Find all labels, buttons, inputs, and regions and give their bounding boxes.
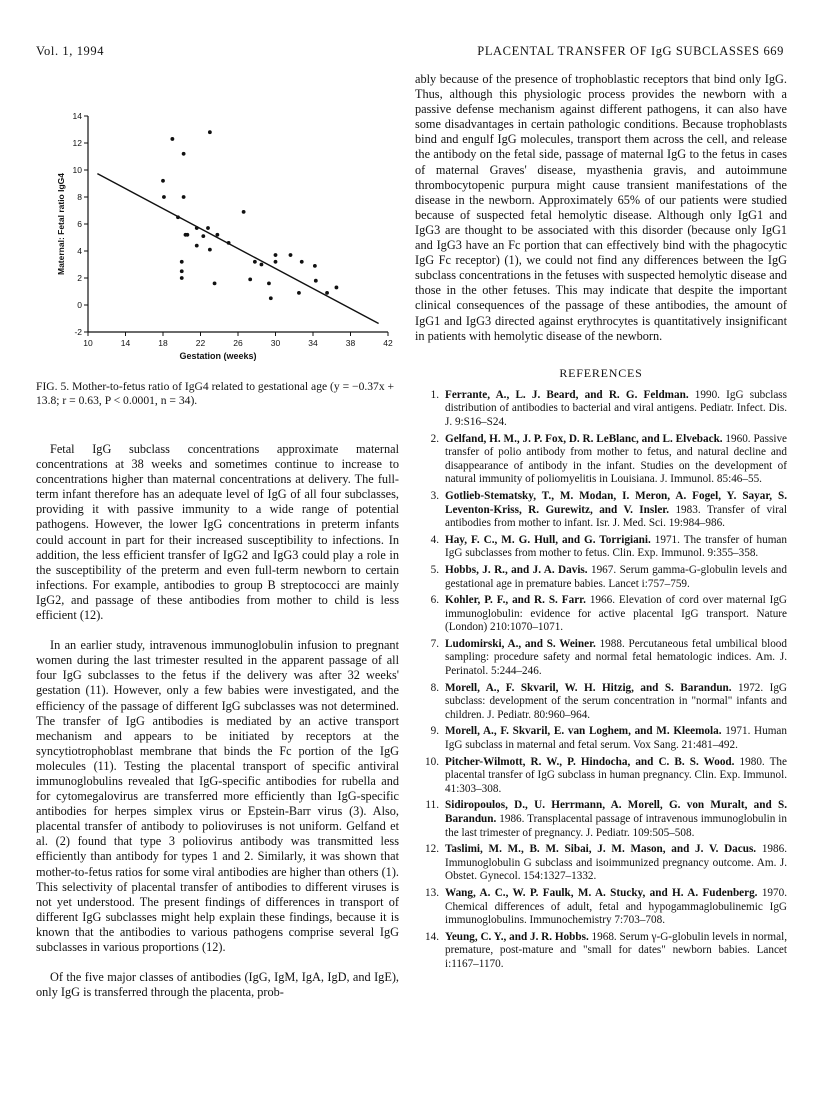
data-point (208, 248, 212, 252)
data-point (195, 226, 199, 230)
references-list (415, 389, 787, 972)
reference-authors: Ludomirski, A., and S. Weiner. (445, 637, 596, 650)
data-point (335, 286, 339, 290)
x-tick-label: 30 (270, 338, 281, 348)
reference-authors: Kohler, P. F., and R. S. Farr. (445, 594, 586, 607)
y-tick-label: 12 (72, 138, 82, 148)
reference-text: 1966. Elevation of cord over maternal IgG immunoglobulin: evidence for active placental IgG transport. Nature (London) 210:1070–1071. (445, 594, 787, 634)
reference-text: 1970. Chemical differences of adult, fetal and hypogammaglobulinemic IgG immunoglobulins. Immunochemistry 7:703–708. (445, 886, 787, 927)
reference-item (415, 433, 787, 487)
data-point (267, 282, 271, 286)
reference-item (415, 389, 787, 430)
x-tick-label: 10 (83, 338, 93, 348)
y-tick-label: 6 (77, 219, 82, 229)
data-point (242, 210, 246, 214)
running-header-volume: Vol. 1, 1994 (36, 44, 105, 58)
y-tick-label: 4 (77, 246, 82, 256)
data-point (289, 253, 293, 257)
x-tick-label: 34 (308, 338, 318, 348)
reference-text: 1988. Percutaneous fetal umbilical blood sampling: procedure safety and normal fetal hematologic indices. Am. J. Perinatol. 5:244–246. (445, 637, 787, 678)
data-point (313, 264, 317, 268)
y-tick-label: 10 (72, 165, 82, 175)
reference-number: 13. (425, 886, 439, 899)
reference-number: 11. (425, 799, 439, 812)
reference-authors: Hobbs, J. R., and J. A. Davis. (445, 563, 588, 576)
data-point (300, 260, 304, 264)
data-point (176, 215, 180, 219)
reference-text: 1971. Human IgG subclass in maternal and fetal serum. Vox Sang. 21:481–492. (445, 725, 787, 752)
reference-authors: Morell, A., F. Skvaril, W. H. Hitzig, and S. Barandun. (445, 681, 732, 694)
reference-item (415, 799, 787, 840)
data-point (314, 279, 318, 283)
reference-number: 8. (430, 681, 439, 694)
x-tick-label: 18 (158, 338, 168, 348)
data-point (201, 234, 205, 238)
regression-line (97, 174, 378, 324)
data-point (213, 282, 217, 286)
reference-text: 1990. IgG subclass distribution of antibodies to bacterial and viral antigens. Pediatr. Infect. Dis. J. 9:S16–S24. (445, 388, 788, 428)
reference-item (415, 594, 787, 635)
reference-text: 1983. Transfer of viral antibodies from mother to infant. Isr. J. Med. Sci. 19:984–986. (445, 503, 787, 530)
paragraph: In an earlier study, intravenous immunoglobulin infusion to pregnant women during the last trimester resulted in the apparent passage of all four IgG subclasses to the fetus if the delivery was after 32 weeks' gestation (11). However, only a few babies were investigated, and the efficiency of the passage of different IgG subclasses was not determined. The transfer of IgG antibodies is mediated by an active transport mechanism and appears to be initiated by receptors at the syncytiotrophoblast membrane that binds the Fc portion of the IgG molecules (11). Testing the placental transport of specific antiviral immunoglobulins revealed that IgG-specific antibodies for rubella and for cytomegalovirus are transferred more efficiently than IgG-specific antibodies for herpes simplex virus or Epstein-Barr virus (3). Also, placental transfer of antibody to polioviruses is not uniform. Gelfand et al. (2) found that type 3 poliovirus antibody was transmitted less efficiently than antibody for types 1 and 2. Similarly, it was shown that mother-to-fetus ratios for some viral antibodies are higher than others (1). This selectivity of placental transfer of antibodies to different viruses is not yet understood. The present findings of differences in transport of different IgG subclasses might help explain these findings, because it is known that the antibodies to various pathogens comprise several IgG subclasses in various proportions (12). (36, 638, 399, 954)
reference-item (415, 682, 787, 723)
reference-number: 9. (430, 725, 439, 738)
reference-item (415, 843, 787, 884)
data-point (182, 152, 186, 156)
x-tick-label: 26 (233, 338, 243, 348)
reference-authors: Pitcher-Wilmott, R. W., P. Hindocha, and C. B. S. Wood. (445, 755, 735, 768)
reference-authors: Gotlieb-Stematsky, T., M. Modan, I. Meron, A. Fogel, Y. Sayar, S. Leventon-Kriss, R. Gurewitz, and V. Insler. (445, 489, 787, 516)
reference-text: 1972. IgG subclass: development of the serum concentration in "normal" infants and children. J. Pediatr. 80:960–964. (445, 681, 787, 721)
x-axis-label: Gestation (weeks) (179, 351, 257, 361)
data-point (208, 130, 212, 134)
reference-authors: Morell, A., F. Skvaril, E. van Loghem, and M. Kleemola. (445, 725, 722, 738)
data-point (269, 296, 273, 300)
reference-authors: Hay, F. C., M. G. Hull, and G. Torrigiani. (445, 533, 651, 546)
y-axis-label: Maternal: Fetal ratio IgG4 (56, 172, 66, 276)
paragraph: Of the five major classes of antibodies (IgG, IgM, IgA, IgD, and IgE), only IgG is transferred through the placenta, prob- (36, 970, 399, 1000)
reference-number: 3. (430, 489, 439, 502)
data-point (182, 195, 186, 199)
x-tick-label: 22 (195, 338, 206, 348)
reference-number: 4. (430, 533, 439, 546)
paragraph: Fetal IgG subclass concentrations approximate maternal concentrations at 38 weeks and sometimes continue to increase to concentrations higher than maternal concentrations at delivery. The full-term infant therefore has an adequate level of IgG of all four subclasses, providing it with passive immunity to a wide range of potential pathogens. However, the lower IgG concentrations in preterm infants could account in part for their increased susceptibility to infections. In addition, the less efficient transfer of IgG2 and IgG3 could play a role in the susceptibility of the preterm and even full-term newborn to certain infections. For example, antibodies to group B streptococci are mainly IgG2, and passage of these antibodies from mother to child is less efficient (12). (36, 442, 399, 623)
data-point (274, 253, 278, 257)
y-tick-label: 2 (77, 273, 82, 283)
reference-item (415, 564, 787, 591)
reference-text: 1986. Transplacental passage of intravenous immunoglobulin in the last trimester of pregnancy. J. Pediatr. 109:505–508. (445, 813, 787, 839)
x-tick-label: 42 (383, 338, 393, 348)
data-point (180, 260, 184, 264)
reference-item (415, 887, 787, 928)
data-point (161, 179, 165, 183)
reference-text: 1968. Serum γ-G-globulin levels in normal, premature, post-mature and "small for dates" newborn babies. Lancet i:1167–1170. (445, 930, 787, 970)
reference-text: 1960. Passive transfer of polio antibody from mother to fetus, and natural decline and disappearance of antibody in the infant. Studies on the development of natural immunity of poliomyelitis in Louisiana. J. Immunol. 85:46–55. (445, 432, 788, 486)
data-point (248, 277, 252, 281)
data-point (253, 260, 257, 264)
y-tick-label: 14 (72, 111, 82, 121)
data-point (195, 244, 199, 248)
data-point (162, 195, 166, 199)
data-point (170, 137, 174, 141)
reference-item (415, 490, 787, 531)
data-point (297, 291, 301, 295)
reference-authors: Wang, A. C., W. P. Faulk, M. A. Stucky, and H. A. Fudenberg. (445, 886, 758, 899)
data-point (325, 291, 329, 295)
reference-text: 1980. The placental transfer of IgG subclass in human pregnancy. Clin. Exp. Immunol. 41:303–308. (445, 755, 787, 795)
data-point (185, 233, 189, 237)
x-tick-label: 14 (120, 338, 131, 348)
y-tick-label: 0 (77, 300, 82, 310)
y-tick-label: -2 (74, 327, 82, 337)
reference-item (415, 931, 787, 972)
reference-text: 1986. Immunoglobulin G subclass and isoimmunized pregnancy outcome. Am. J. Obstet. Gynecol. 154:1327–1332. (445, 843, 787, 883)
references-heading: REFERENCES (559, 365, 643, 380)
data-point (180, 269, 184, 273)
reference-authors: Sidiropoulos, D., U. Herrmann, A. Morell, G. von Muralt, and S. Barandun. (445, 799, 787, 825)
figure-caption: FIG. 5. Mother-to-fetus ratio of IgG4 related to gestational age (y = −0.37x + 13.8; r = 0.63, P < 0.0001, n = 34). (36, 380, 395, 407)
scatter-chart (36, 106, 396, 378)
reference-number: 2. (430, 432, 439, 445)
reference-number: 7. (430, 637, 439, 650)
running-header-title: PLACENTAL TRANSFER OF IgG SUBCLASSES 669 (477, 44, 784, 58)
data-point (215, 233, 219, 237)
reference-item (415, 756, 787, 797)
reference-authors: Taslimi, M. M., B. M. Sibai, J. M. Mason, and J. V. Dacus. (445, 843, 757, 856)
reference-item (415, 534, 787, 561)
reference-item (415, 638, 787, 679)
right-column (415, 72, 787, 975)
reference-number: 12. (425, 843, 439, 856)
data-point (206, 226, 210, 230)
reference-item (415, 725, 787, 752)
reference-text: 1971. The transfer of human IgG subclasses from mother to fetus. Clin. Exp. Immunol. 9:355–358. (445, 533, 787, 560)
reference-authors: Yeung, C. Y., and J. R. Hobbs. (445, 930, 589, 943)
left-column (36, 442, 399, 1015)
reference-authors: Gelfand, H. M., J. P. Fox, D. R. LeBlanc, and L. Elveback. (445, 432, 723, 445)
y-tick-label: 8 (77, 192, 82, 202)
reference-text: 1967. Serum gamma-G-globulin levels and gestational age in premature babies. Lancet i:757–759. (445, 563, 787, 590)
data-point (260, 263, 264, 267)
data-point (274, 260, 278, 264)
reference-number: 10. (425, 755, 439, 768)
data-point (227, 241, 231, 245)
reference-number: 6. (430, 594, 439, 607)
reference-number: 14. (425, 930, 439, 943)
paragraph: ably because of the presence of trophoblastic receptors that bind only IgG. Thus, although this physiologic process provides the newborn with a passive defense mechanism against different pathogens, it can also have some disadvantages in certain pathologic conditions. Because trophoblasts bind and engulf IgG molecules, transport them across the cell, and release the antibody on the fetal side, passage of maternal IgG to the fetus in cases of maternal Graves' disease, myasthenia gravis, and autoimmune thrombocytopenic purpura might cause transient manifestations of the disease in the newborn. Approximately 65% of our patients were studied because of suspected fetal hemolytic disease. Although only IgG1 and IgG3 are thought to be associated with this disorder (because only IgG1 and IgG3 have an Fc portion that can effectively bind with the phagocytic IgG Fc receptor) (1), we could not find any differences between the IgG subclass concentrations in the fetuses with suspected hemolytic disease and those in the other fetuses. This may indicate that despite the important clinical consequences of the passage of these antibodies, the amount of IgG1 and IgG3 directed against erythrocytes is quantitatively insignificant in patients with hemolytic disease of the newborn. (415, 72, 787, 343)
x-tick-label: 38 (345, 338, 356, 348)
reference-authors: Ferrante, A., L. J. Beard, and R. G. Feldman. (445, 388, 689, 401)
data-point (180, 276, 184, 280)
reference-number: 5. (430, 563, 439, 576)
reference-number: 1. (430, 388, 439, 401)
